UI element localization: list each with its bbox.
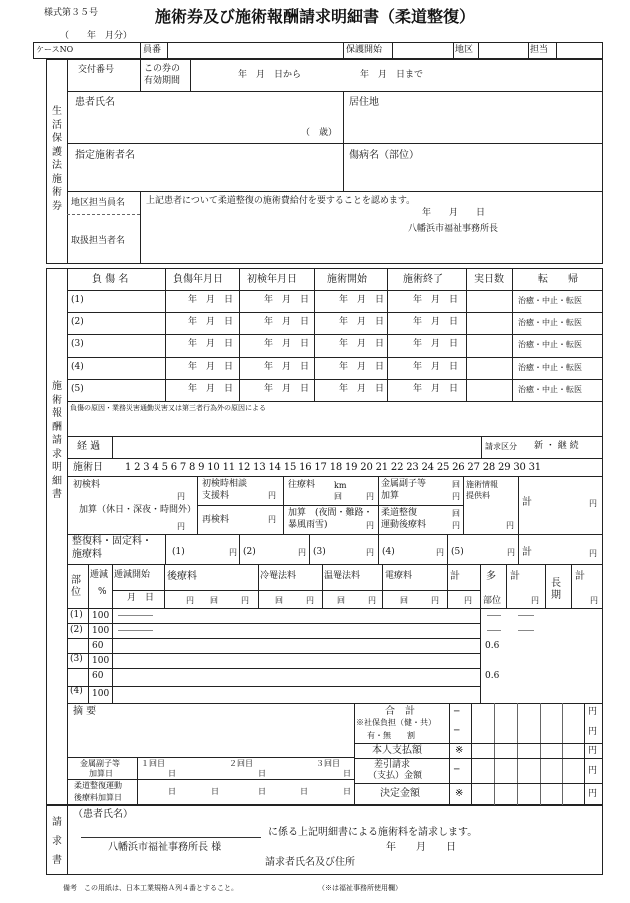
col-start: 施術開始: [327, 274, 367, 285]
date-cell: 年 月 日: [339, 361, 385, 372]
percent-label: %: [98, 587, 107, 597]
dash-mark: ─: [454, 707, 460, 717]
id-row: [33, 42, 603, 59]
first-time: １回目: [141, 759, 165, 768]
column-unit: 円: [241, 596, 249, 605]
add-visit-label-2: 暴風雨雪): [288, 520, 328, 530]
injury-cause: 負傷の原因・業務災害通勤災害又は第三者行為外の原因による: [70, 404, 266, 412]
yen-unit: 円: [177, 492, 185, 501]
injury-row-number: (5): [71, 383, 84, 394]
fixation-item: (3): [313, 547, 326, 557]
member-no-label: 員番: [143, 45, 162, 55]
km-unit: km: [334, 481, 347, 490]
claim-date: 年 月 日: [386, 842, 456, 853]
percent-value: 100: [92, 626, 110, 636]
yen-unit: 円: [507, 548, 515, 557]
claim-sentence: に係る上記明細書による施術料を請求します。: [268, 827, 478, 838]
add-time-label: 加算（休日・深夜・時間外）: [79, 505, 197, 515]
page-title: 施術券及び施術報酬請求明細書（柔道整復）: [155, 7, 476, 26]
column-unit: 円: [431, 596, 439, 605]
case-no-label: ケースNO: [36, 45, 74, 54]
initial-fee-label: 初検料: [73, 480, 101, 490]
office-use-mark: ※: [455, 788, 464, 799]
cold-compress-label: 冷罨法料: [260, 571, 297, 581]
dash-mark: ─: [454, 765, 460, 775]
percent-value: 60: [92, 671, 104, 681]
subtotal-label: 計: [450, 571, 460, 582]
column-unit: 回: [400, 596, 408, 605]
fixation-fee-label: 整復料・固定料・: [72, 536, 152, 547]
valid-to: 年 月 日まで: [360, 70, 424, 80]
outcome-options: 治癒・中止・転医: [518, 340, 582, 350]
fixation-item: (1): [172, 547, 185, 557]
aftercare-fee-label: 後療料: [167, 571, 197, 582]
valid-from: 年 月 日から: [238, 70, 302, 80]
judo-add-label-2: 後療料加算日: [74, 793, 122, 802]
approval-text: 上記患者について柔道整復の施術費給付を要することを認めます。: [146, 196, 416, 206]
percent-value: 100: [92, 611, 110, 621]
col-injury: 負 傷 名: [92, 274, 129, 285]
col-end: 施術終了: [403, 274, 443, 285]
protect-start-label: 保護開始: [346, 45, 383, 55]
claim-type-label: 請求区分: [485, 442, 517, 451]
ticket-section: [46, 59, 603, 264]
yen-unit: 円: [268, 491, 276, 500]
claim-side-label: 請求書: [52, 817, 62, 866]
outcome-options: 治癒・中止・転医: [518, 384, 582, 394]
column-unit: 回: [275, 596, 283, 605]
part-row-number: (4): [70, 686, 83, 696]
district-officer-label: 地区担当員名: [71, 198, 126, 208]
summary-label: 摘 要: [73, 706, 97, 717]
practitioner-label: 指定施術者名: [75, 150, 135, 161]
date-cell: 年 月 日: [264, 339, 310, 350]
yen-unit: 円: [589, 549, 597, 558]
treatment-days: 1 2 3 4 5 6 7 8 9 10 11 12 13 14 15 16 17 18 19 20 21 22 23 24 25 26 27 28 29 30 31: [125, 462, 541, 473]
subtotal-label-2: 計: [510, 571, 520, 582]
date-cell: 年 月 日: [339, 295, 385, 305]
col-outcome: 転 帰: [538, 274, 578, 285]
fixation-item: (4): [382, 547, 395, 557]
age-field: （ 歳）: [301, 128, 338, 138]
part-row-number: (1): [70, 610, 83, 620]
metal-splint-label: 金属副子等: [381, 479, 427, 489]
column-unit: 円: [590, 596, 598, 605]
valid-label-1: この券の: [144, 64, 181, 74]
claimant-label: 請求者氏名及び住所: [265, 857, 355, 868]
yen-unit: 円: [436, 548, 444, 557]
footer-note: 備考 この用紙は、日本工業規格Ａ列４番とすること。: [63, 884, 238, 892]
yen-unit: 円: [588, 789, 598, 799]
office-use-note: （※は福祉事務所使用欄）: [318, 884, 402, 892]
yen-unit: 円: [298, 548, 306, 557]
date-cell: 年 月 日: [413, 295, 459, 305]
deduct-label: 差引請求: [374, 760, 411, 770]
dash-mark: ─: [454, 726, 460, 736]
fixation-total-label: 計: [522, 547, 532, 558]
column-unit: 円: [464, 596, 472, 605]
date-cell: 年 月 日: [264, 317, 310, 328]
sum-total-label: 合 計: [385, 706, 415, 717]
new-continue-option: 新 ・ 継 続: [534, 441, 579, 451]
column-unit: 円: [368, 596, 376, 605]
electric-therapy-label: 電療料: [385, 571, 413, 581]
form-number: 様式第３５号: [44, 8, 99, 18]
handler-label: 取扱担当者名: [71, 236, 126, 246]
yen-unit: 円: [588, 746, 598, 756]
month-day-label: 月 日: [127, 593, 155, 603]
office-name: 八幡浜市福祉事務所長: [408, 224, 499, 234]
outcome-options: 治癒・中止・転医: [518, 362, 582, 372]
yen-unit: 円: [366, 492, 374, 501]
fee-total-label: 計: [522, 497, 532, 508]
date-cell: 年 月 日: [413, 317, 459, 328]
yen-unit: 円: [229, 548, 237, 557]
column-unit: 回: [337, 596, 345, 605]
multi-part-label: 多: [486, 571, 496, 582]
column-unit: 円: [531, 596, 539, 605]
fixation-item: (2): [243, 547, 256, 557]
metal-add-label-2: 加算日: [89, 769, 113, 778]
day-unit: 日: [258, 769, 266, 778]
injury-row-number: (2): [71, 317, 84, 328]
injury-name-label: 傷病名（部位）: [349, 150, 419, 161]
progress-label: 経 過: [77, 441, 101, 452]
part-row-number: (2): [70, 625, 83, 635]
recheck-fee-label: 再検料: [202, 515, 230, 525]
reduction-label: 逓減: [90, 570, 109, 580]
first-consult-label: 初検時相談: [202, 479, 248, 489]
in-charge-label: 担当: [530, 45, 549, 55]
judo-exercise-label: 柔道整復: [381, 508, 418, 518]
date-cell: 年 月 日: [264, 361, 310, 372]
yen-unit: 円: [589, 499, 597, 508]
date-cell: 年 月 日: [413, 383, 459, 394]
social-insurance-label-2: 有・無 割: [367, 731, 415, 740]
part-row-number: (3): [70, 654, 83, 664]
col-injury-date: 負傷年月日: [173, 274, 223, 285]
add-visit-label: 加算 (夜間・難路・: [288, 508, 373, 518]
reduction-start-label: 逓減開始: [114, 570, 151, 580]
yen-unit: 円: [366, 548, 374, 557]
injury-row-number: (3): [71, 339, 84, 350]
yen-unit: 円: [588, 727, 598, 737]
date-cell: 年 月 日: [339, 383, 385, 394]
date-cell: 年 月 日: [264, 295, 310, 305]
office-use-mark: ※: [455, 745, 464, 756]
long-term-label: 長期: [551, 578, 561, 601]
fixation-fee-label-2: 施療料: [72, 549, 102, 560]
column-unit: 円: [186, 596, 194, 605]
approval-date: 年 月 日: [422, 208, 486, 218]
column-unit: 円: [306, 596, 314, 605]
yen-unit: 円: [268, 515, 276, 524]
day-unit: 日: [343, 769, 351, 778]
outcome-options: 治癒・中止・転医: [518, 318, 582, 328]
times-unit: 回: [452, 509, 460, 518]
treatment-day-label: 施術日: [73, 462, 103, 473]
yen-unit: 円: [452, 521, 460, 530]
day-unit: 日: [168, 787, 176, 796]
address-label: 居住地: [349, 97, 379, 108]
injury-row-number: (1): [71, 295, 84, 305]
percent-value: 100: [92, 656, 110, 666]
final-amount-label: 決定金額: [380, 788, 420, 799]
warm-compress-label: 温罨法料: [324, 571, 361, 581]
date-cell: 年 月 日: [188, 361, 234, 372]
date-cell: 年 月 日: [188, 383, 234, 394]
deduct-label-2: （支払）金額: [368, 771, 423, 781]
yen-unit: 円: [177, 522, 185, 531]
fixation-item: (5): [451, 547, 464, 557]
yen-unit: 円: [366, 521, 374, 530]
part-label: 部位: [71, 575, 81, 598]
date-cell: 年 月 日: [188, 339, 234, 350]
col-days: 実日数: [474, 274, 504, 285]
outcome-options: 治癒・中止・転医: [518, 296, 582, 305]
yen-unit: 円: [506, 521, 514, 530]
multiplier-value: 0.6: [485, 671, 500, 681]
valid-label-2: 有効期間: [144, 76, 181, 86]
date-cell: 年 月 日: [413, 339, 459, 350]
year-month: （ 年 月分）: [60, 31, 133, 41]
date-cell: 年 月 日: [188, 317, 234, 328]
date-cell: 年 月 日: [413, 361, 459, 372]
yen-unit: 円: [588, 707, 598, 717]
judo-exercise-label-2: 運動後療料: [381, 520, 427, 530]
day-unit: 日: [211, 787, 219, 796]
second-time: ２回目: [229, 759, 253, 768]
column-unit: 回: [210, 596, 218, 605]
times-unit: 回: [334, 492, 342, 501]
patient-name-field: （患者氏名）: [73, 809, 133, 820]
fee-side-label: 施術報酬請求明細書: [52, 381, 62, 500]
day-unit: 日: [343, 787, 351, 796]
third-time: ３回目: [316, 759, 340, 768]
multiplier-value: 0.6: [485, 641, 500, 651]
day-unit: 日: [258, 787, 266, 796]
social-insurance-label: ※社保負担（健・共）: [356, 718, 436, 727]
metal-add-label: 金属副子等: [80, 759, 120, 768]
percent-value: 60: [92, 641, 104, 651]
ticket-side-label: 生活保護法施術券: [52, 106, 62, 212]
subtotal-label-3: 計: [575, 571, 585, 582]
day-unit: 日: [300, 787, 308, 796]
date-cell: 年 月 日: [339, 339, 385, 350]
multi-part-label-2: 部位: [483, 596, 502, 606]
issue-no-label: 交付番号: [78, 65, 115, 75]
info-fee-label: 施術情報: [466, 480, 498, 489]
yen-unit: 円: [588, 766, 598, 776]
percent-value: 100: [92, 689, 110, 699]
patient-name-label: 患者氏名: [75, 97, 115, 108]
metal-splint-label-2: 加算: [381, 491, 400, 501]
date-cell: 年 月 日: [339, 317, 385, 328]
self-pay-label: 本人支払額: [372, 745, 422, 756]
claim-addressee: 八幡浜市福祉事務所長 様: [108, 842, 222, 853]
injury-row-number: (4): [71, 361, 84, 372]
district-label: 地区: [455, 45, 474, 55]
yen-unit: 円: [452, 492, 460, 501]
date-cell: 年 月 日: [264, 383, 310, 394]
times-unit: 回: [452, 480, 460, 489]
col-first-exam: 初検年月日: [247, 274, 297, 285]
judo-add-label: 柔道整復運動: [74, 781, 122, 790]
date-cell: 年 月 日: [188, 295, 234, 305]
day-unit: 日: [168, 769, 176, 778]
info-fee-label-2: 提供料: [466, 491, 490, 500]
visit-fee-label: 往療料: [288, 480, 316, 490]
first-consult-label-2: 支援料: [202, 491, 230, 501]
